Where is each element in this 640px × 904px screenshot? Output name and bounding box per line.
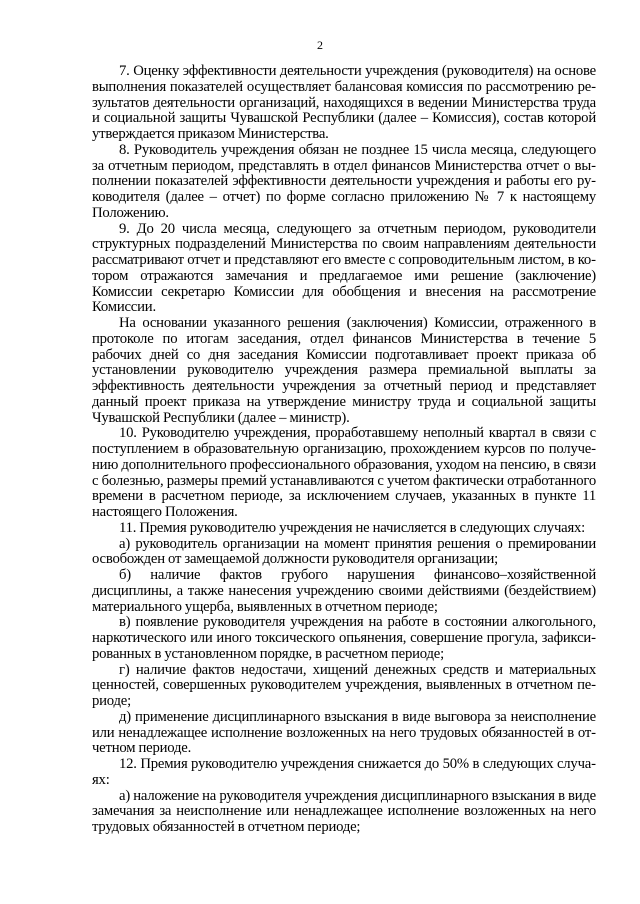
paragraph-12-reduced-bonus: 12. Премия руководителю учреждения снижается до 50% в следующих случаях:	[92, 756, 596, 788]
paragraph-decision: На основании указанного решения (заключения) Комиссии, отраженного в протоколе по итогам заседания, отдел финансов Министерства в течение 5 рабочих дней со дня заседания Комиссии подготавливает проект приказа об установлении руководителю учреждения размера премиальной выплаты за эффективность деятельности учреждения за отчетный период и представляет данный проект приказа на утверждение министру труда и социальной защиты Чувашской Республики (далее – министр).	[92, 315, 596, 426]
list-item-11a: а) руководитель организации на момент принятия решения о премировании освобожден от замещаемой должности руководителя организации;	[92, 535, 596, 568]
list-item-11b: б) наличие фактов грубого нарушения финансово–хозяйственной дисциплины, а также нанесения учреждению своими действиями (бездействием) материального ущерба, выявленных в отчетном периоде;	[92, 567, 596, 615]
paragraph-10-partial-quarter: 10. Руководителю учреждения, проработавшему неполный квартал в связи с поступлением в образовательную организацию, прохождением курсов по получению дополнительного профессионального образования, уходом на пенсию, в связи с болезнью, размеры премий устанавливаются с учетом фактически отработанного времени в расчетном периоде, за исключением случаев, указанных в пункте 11 настоящего Положения.	[92, 425, 596, 520]
paragraph-7-evaluation: 7. Оценку эффективности деятельности учреждения (руководителя) на основе выполнения показателей осуществляет балансовая комиссия по рассмотрению результатов деятельности организаций, находящихся в ведении Министерства труда и социальной защиты Чувашской Республики (далее – Комиссия), состав которой утверждается приказом Министерства.	[92, 63, 596, 142]
paragraph-9-review: 9. До 20 числа месяца, следующего за отчетным периодом, руководители структурных подразделений Министерства по своим направлениям деятельности рассматривают отчет и представляют его вместе с сопроводительным листом, в котором отражаются замечания и предлагаемое ими решение (заключение) Комиссии секретарю Комиссии для обобщения и внесения на рассмотрение Комиссии.	[92, 220, 596, 316]
document-body	[92, 64, 596, 836]
list-item-11e: д) применение дисциплинарного взыскания в виде выговора за неисполнение или ненадлежащее исполнение возложенных на него трудовых обязанностей в отчетном периоде.	[92, 708, 596, 757]
page-number: 2	[317, 38, 323, 52]
list-item-11c: в) появление руководителя учреждения на работе в состоянии алкогольного, наркотического или иного токсического опьянения, совершение прогула, зафиксированных в установленном порядке, в расчетном периоде;	[92, 614, 596, 662]
list-item-12a: а) наложение на руководителя учреждения дисциплинарного взыскания в виде замечания за неисполнение или ненадлежащее исполнение возложенных на него трудовых обязанностей в отчетном периоде;	[92, 787, 596, 835]
list-item-11d: г) наличие фактов недостачи, хищений денежных средств и материальных ценностей, совершенных руководителем учреждения, выявленных в отчетном периоде;	[92, 661, 596, 709]
paragraph-8-report: 8. Руководитель учреждения обязан не позднее 15 числа месяца, следующего за отчетным периодом, представлять в отдел финансов Министерства отчет о выполнении показателей эффективности деятельности учреждения и работы его руководителя (далее – отчет) по форме согласно приложению № 7 к настоящему Положению.	[92, 141, 596, 221]
paragraph-11-no-bonus: 11. Премия руководителю учреждения не начисляется в следующих случаях:	[119, 519, 586, 536]
